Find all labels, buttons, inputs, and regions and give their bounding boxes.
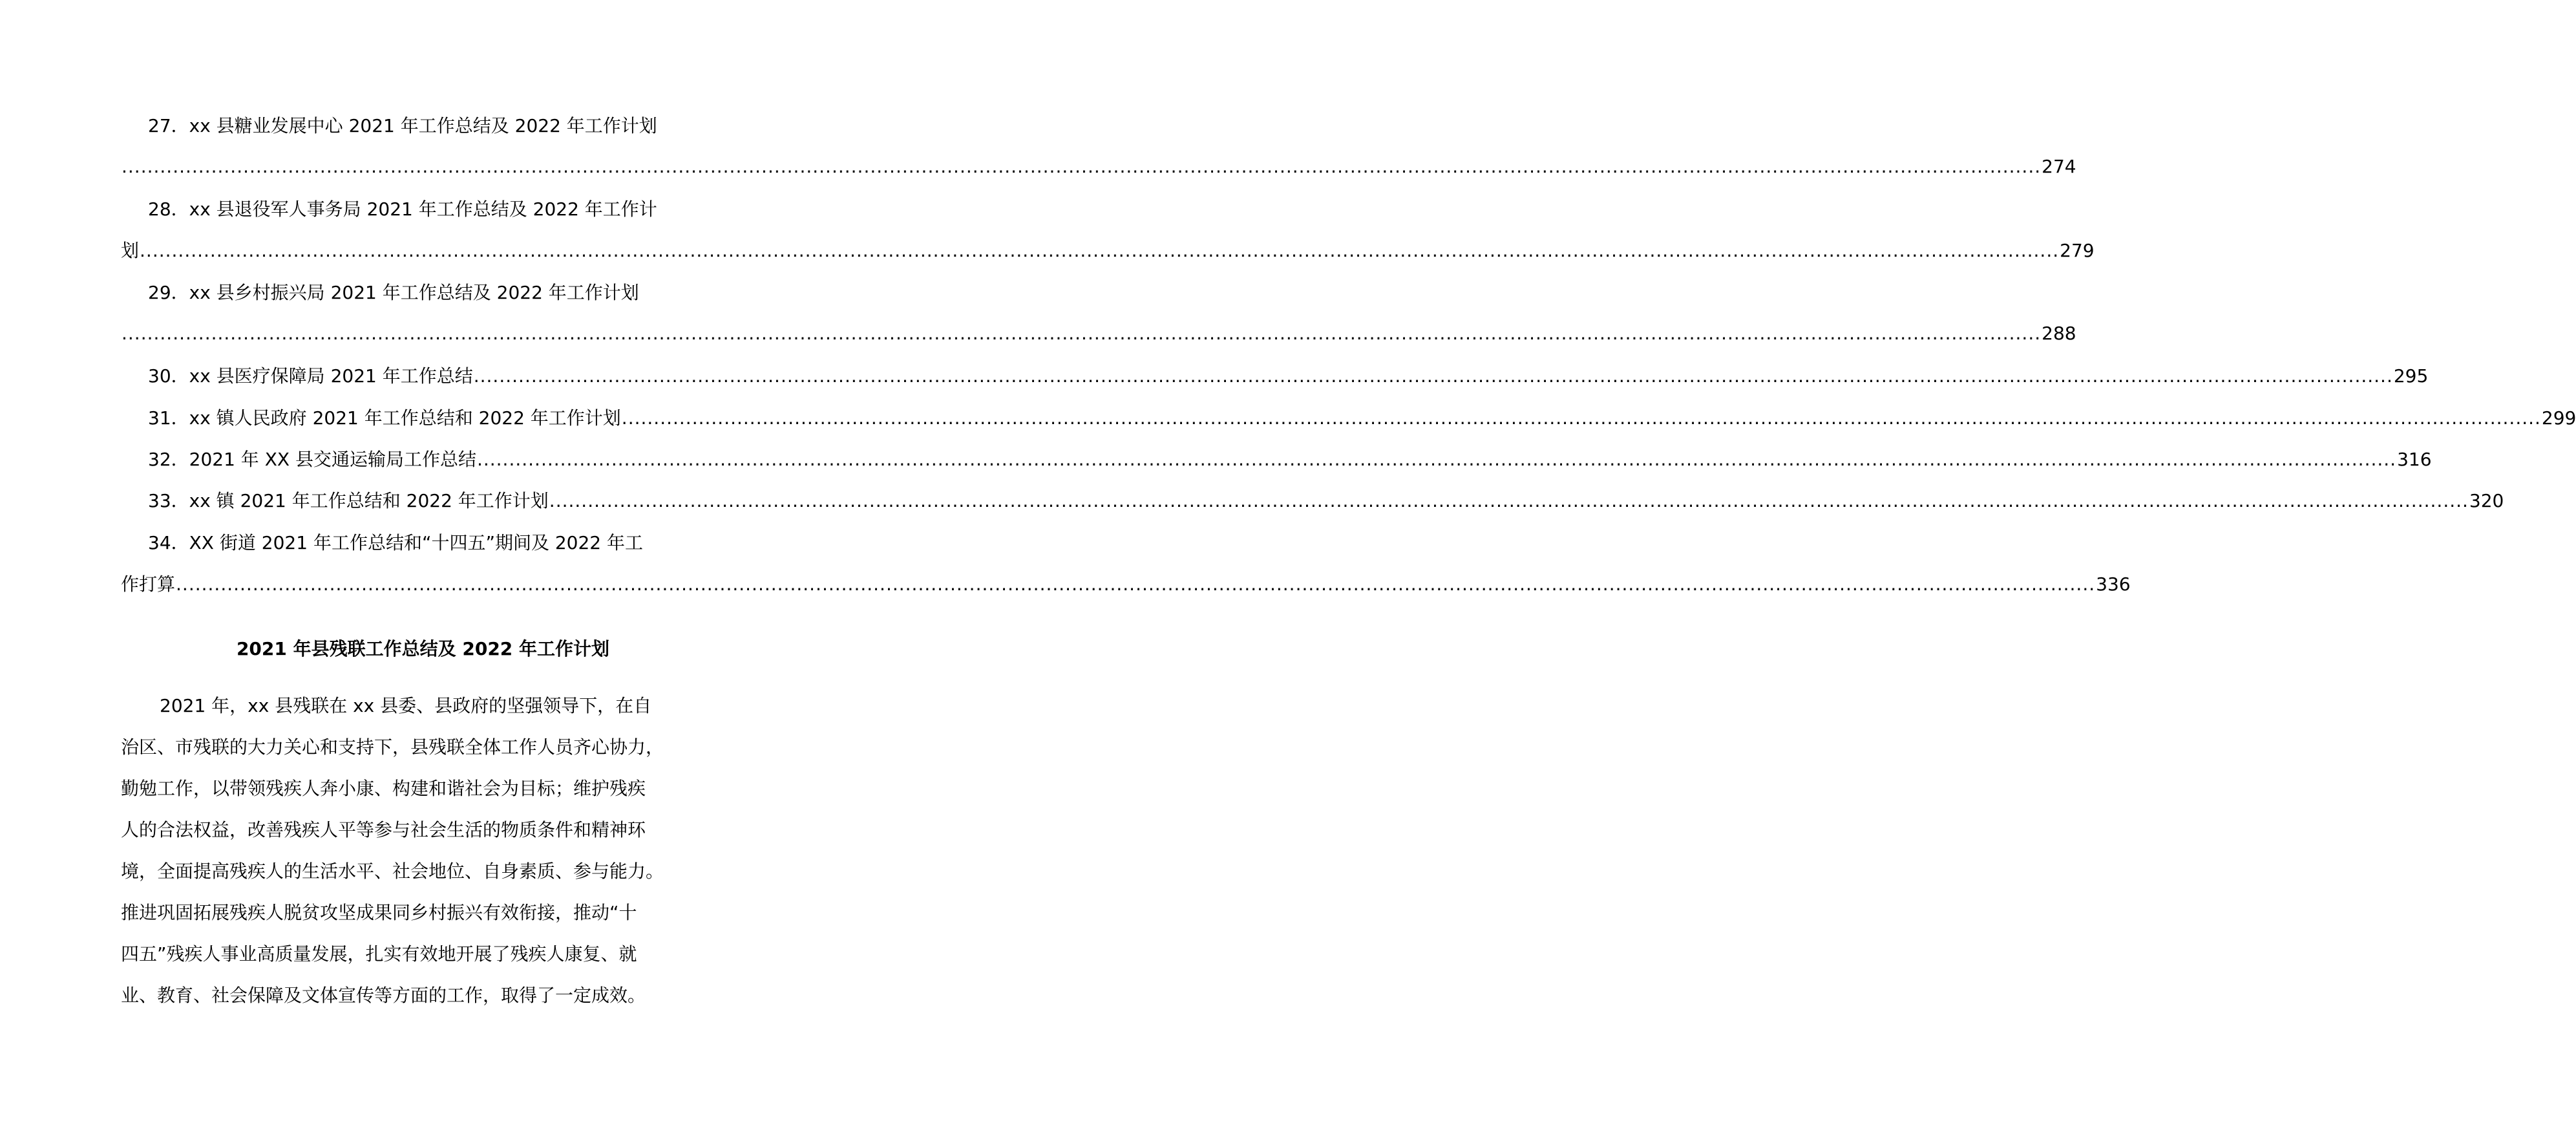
paragraph-line: 推进巩固拓展残疾人脱贫攻坚成果同乡村振兴有效衔接，推动“十	[121, 902, 637, 923]
toc-dot-leader: ............................................................................................................................................................................................................................................................................................................	[473, 365, 2393, 387]
toc-entry-27-leader[interactable]	[121, 153, 2076, 181]
toc-page-number: 336	[2096, 573, 2131, 595]
toc-entry-27-title	[148, 112, 725, 140]
toc-dot-leader: ............................................................................................................................................................................................................................................................................................................	[121, 156, 2042, 177]
toc-entry-31[interactable]	[148, 404, 2576, 433]
toc-entry-28-leader[interactable]	[121, 237, 2095, 265]
paragraph-line: 勤勉工作，以带领残疾人奔小康、构建和谐社会为目标；维护残疾	[121, 778, 646, 799]
toc-dot-leader: ............................................................................................................................................................................................................................................................................................................	[121, 323, 2042, 344]
toc-entry-continuation: 作打算	[121, 573, 176, 595]
toc-entry-title-text: 30．xx 县医疗保障局 2021 年工作总结	[148, 365, 473, 387]
paragraph-line: 业、教育、社会保障及文体宣传等方面的工作，取得了一定成效。	[121, 985, 646, 1006]
toc-page-number: 295	[2393, 365, 2429, 387]
toc-entry-33[interactable]	[148, 487, 2504, 515]
toc-dot-leader: ............................................................................................................................................................................................................................................................................................................	[549, 490, 2469, 511]
toc-entry-30[interactable]	[148, 362, 2429, 390]
toc-page-number: 320	[2469, 490, 2504, 511]
toc-dot-leader: ............................................................................................................................................................................................................................................................................................................	[176, 573, 2096, 595]
toc-entry-title-text: 31．xx 镇人民政府 2021 年工作总结和 2022 年工作计划	[148, 407, 621, 429]
toc-page-number: 316	[2397, 449, 2432, 470]
paragraph-line: 人的合法权益，改善残疾人平等参与社会生活的物质条件和精神环	[121, 819, 646, 840]
toc-entry-title-text: 33．xx 镇 2021 年工作总结和 2022 年工作计划	[148, 490, 549, 511]
toc-entry-title-text: 32．2021 年 XX 县交通运输局工作总结	[148, 449, 476, 470]
paragraph-line: 治区、市残联的大力关心和支持下，县残联全体工作人员齐心协力，	[121, 736, 664, 758]
toc-entry-34-leader[interactable]	[121, 570, 2131, 599]
toc-entry-32[interactable]	[148, 445, 2432, 474]
toc-page-number: 299	[2541, 407, 2576, 429]
paragraph-line: 四五”残疾人事业高质量发展，扎实有效地开展了残疾人康复、就	[121, 943, 637, 965]
toc-page-number: 279	[2060, 240, 2095, 261]
document-title: 2021 年县残联工作总结及 2022 年工作计划	[236, 638, 610, 659]
toc-dot-leader: ............................................................................................................................................................................................................................................................................................................	[476, 449, 2397, 470]
toc-entry-34-title	[148, 529, 725, 557]
toc-entry-title-text: 27．xx 县糖业发展中心 2021 年工作总结及 2022 年工作计划	[148, 115, 657, 136]
toc-entry-29-title	[148, 279, 725, 307]
toc-entry-title-text: 34．XX 街道 2021 年工作总结和“十四五”期间及 2022 年工	[148, 532, 644, 553]
toc-entry-title-text: 29．xx 县乡村振兴局 2021 年工作总结及 2022 年工作计划	[148, 282, 639, 303]
toc-entry-28-title	[148, 195, 725, 224]
toc-dot-leader: ............................................................................................................................................................................................................................................................................................................	[621, 407, 2541, 429]
toc-dot-leader: ............................................................................................................................................................................................................................................................................................................	[140, 240, 2060, 261]
paragraph-line: 2021 年，xx 县残联在 xx 县委、县政府的坚强领导下，在自	[160, 695, 652, 716]
toc-entry-continuation: 划	[121, 240, 140, 261]
toc-entry-title-text: 28．xx 县退役军人事务局 2021 年工作总结及 2022 年工作计	[148, 198, 657, 220]
toc-entry-29-leader[interactable]	[121, 319, 2076, 348]
toc-page-number: 288	[2042, 323, 2076, 344]
toc-page-number: 274	[2042, 156, 2076, 177]
paragraph-line: 境，全面提高残疾人的生活水平、社会地位、自身素质、参与能力。	[121, 861, 664, 882]
